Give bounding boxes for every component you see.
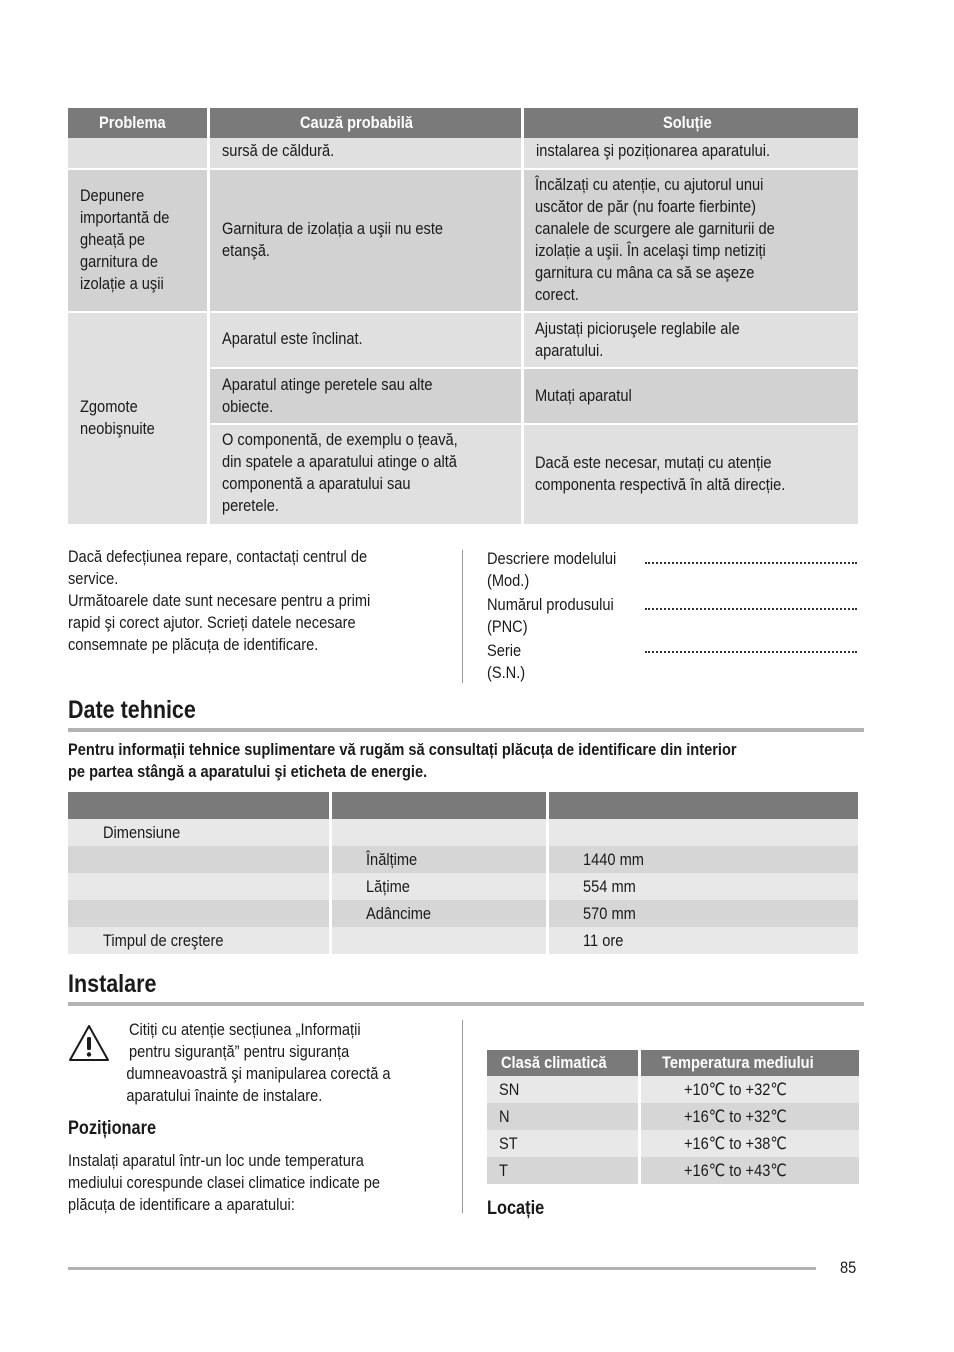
install-rule	[68, 1002, 864, 1006]
table-row: T	[487, 1157, 638, 1184]
ice-cause-text: Garnitura de izolația a uşii nu este etanşă.	[222, 219, 444, 260]
service-text: Dacă defecțiunea repare, contactați centrul de service. Următoarele date sunt necesare pentru a primi rapid şi corect ajutor. Scrieți datele necesare consemnate pe plăcuța de identificare.	[68, 547, 371, 654]
table-row: N	[487, 1103, 638, 1130]
table-row: 570 mm	[549, 900, 858, 927]
table-row: 554 mm	[549, 873, 858, 900]
table-row: Dimensiune	[68, 819, 329, 846]
cont-problem-cell	[68, 138, 207, 168]
table-row: Lățime	[332, 873, 546, 900]
tech-rule	[68, 728, 864, 732]
column-divider-2	[462, 1020, 463, 1213]
noise-cause-2-text: Aparatul atinge peretele sau alte obiecte.	[222, 375, 433, 416]
ice-cause-cell	[210, 170, 521, 311]
tech-header-1	[68, 792, 329, 819]
column-divider	[462, 550, 463, 683]
tech-title: Date tehnice	[68, 696, 196, 724]
warning-icon	[67, 1023, 111, 1063]
table-row	[332, 927, 546, 954]
table-row: ST	[487, 1130, 638, 1157]
field-model: Descriere modelului (Mod.)	[487, 549, 617, 590]
noise-cause-2-cell	[210, 369, 521, 423]
positioning-title: Poziționare	[68, 1118, 157, 1139]
positioning-text: Instalați aparatul într-un loc unde temperatura mediului corespunde clasei climatice indicate pe plăcuța de identificare a aparatului:	[68, 1151, 381, 1214]
tech-header-2	[332, 792, 546, 819]
noise-cause-1-text: Aparatul este înclinat.	[222, 329, 363, 348]
warning-text: Citiți cu atenție secțiunea „Informații pentru siguranță” pentru siguranța dumneavoastră şi manipularea corectă a aparatului înainte de instalare.	[126, 1020, 391, 1105]
header-cause: Cauză probabilă	[210, 108, 521, 138]
table-row	[68, 873, 329, 900]
footer-rule	[68, 1267, 816, 1270]
table-row: +16℃ to +43℃	[641, 1157, 859, 1184]
noise-problem-text: Zgomote neobişnuite	[80, 397, 155, 438]
table-row: +10℃ to +32℃	[641, 1076, 859, 1103]
tech-header-3	[549, 792, 858, 819]
climate-header-class: Clasă climatică	[487, 1050, 638, 1076]
noise-solution-2-cell	[524, 369, 858, 423]
table-row: Timpul de creştere	[68, 927, 329, 954]
noise-solution-1-cell	[524, 313, 858, 367]
field-pnc-blank	[645, 608, 857, 610]
page-number: 85	[840, 1258, 857, 1277]
noise-solution-1-text: Ajustați picioruşele reglabile ale aparatului.	[535, 319, 740, 360]
noise-solution-3-cell	[524, 425, 858, 524]
table-row	[68, 900, 329, 927]
cont-cause-text: sursă de căldură.	[222, 141, 335, 160]
install-title: Instalare	[68, 970, 157, 998]
noise-problem-cell	[68, 313, 207, 524]
noise-cause-3-text: O componentă, de exemplu o țeavă, din spatele a aparatului atinge o altă componentă a aparatului sau peretele.	[222, 430, 458, 515]
ice-solution-cell	[524, 170, 858, 311]
ice-problem-cell	[68, 170, 207, 311]
table-row: Adâncime	[332, 900, 546, 927]
noise-solution-2-text: Mutați aparatul	[535, 386, 632, 405]
noise-solution-3-text: Dacă este necesar, mutați cu atenție componenta respectivă în altă direcție.	[535, 453, 786, 494]
table-row	[68, 846, 329, 873]
noise-cause-3-cell	[210, 425, 521, 524]
noise-cause-1-cell	[210, 313, 521, 367]
cont-solution-text: instalarea şi poziționarea aparatului.	[536, 141, 771, 160]
ice-solution-text: Încălzați cu atenție, cu ajutorul unui uscător de păr (nu foarte fierbinte) canalele de scurgere ale garniturii de izolație a uşii. În acelaşi timp netiziți garnitura cu mâna ca să se aşeze corect.	[535, 175, 775, 304]
cont-cause-cell	[210, 138, 521, 168]
header-problem: Problema	[68, 108, 207, 138]
header-solution: Soluție	[524, 108, 858, 138]
ice-problem-text: Depunere importantă de gheață pe garnitura de izolație a uşii	[80, 186, 170, 293]
field-pnc: Numărul produsului (PNC)	[487, 595, 614, 636]
field-model-blank	[645, 562, 857, 564]
location-title: Locație	[487, 1198, 545, 1219]
cont-solution-cell	[524, 138, 858, 168]
table-row: +16℃ to +32℃	[641, 1103, 859, 1130]
table-row: 1440 mm	[549, 846, 858, 873]
table-row: 11 ore	[549, 927, 858, 954]
table-row: Înălțime	[332, 846, 546, 873]
tech-intro: Pentru informații tehnice suplimentare vă rugăm să consultați plăcuța de identificare din interior pe partea stângă a aparatului şi eticheta de energie.	[68, 740, 737, 781]
table-row	[549, 819, 858, 846]
field-serial-blank	[645, 651, 857, 653]
table-row: +16℃ to +38℃	[641, 1130, 859, 1157]
table-row	[332, 819, 546, 846]
field-serial: Serie (S.N.)	[487, 641, 526, 682]
climate-header-temp: Temperatura mediului	[641, 1050, 859, 1076]
table-row: SN	[487, 1076, 638, 1103]
